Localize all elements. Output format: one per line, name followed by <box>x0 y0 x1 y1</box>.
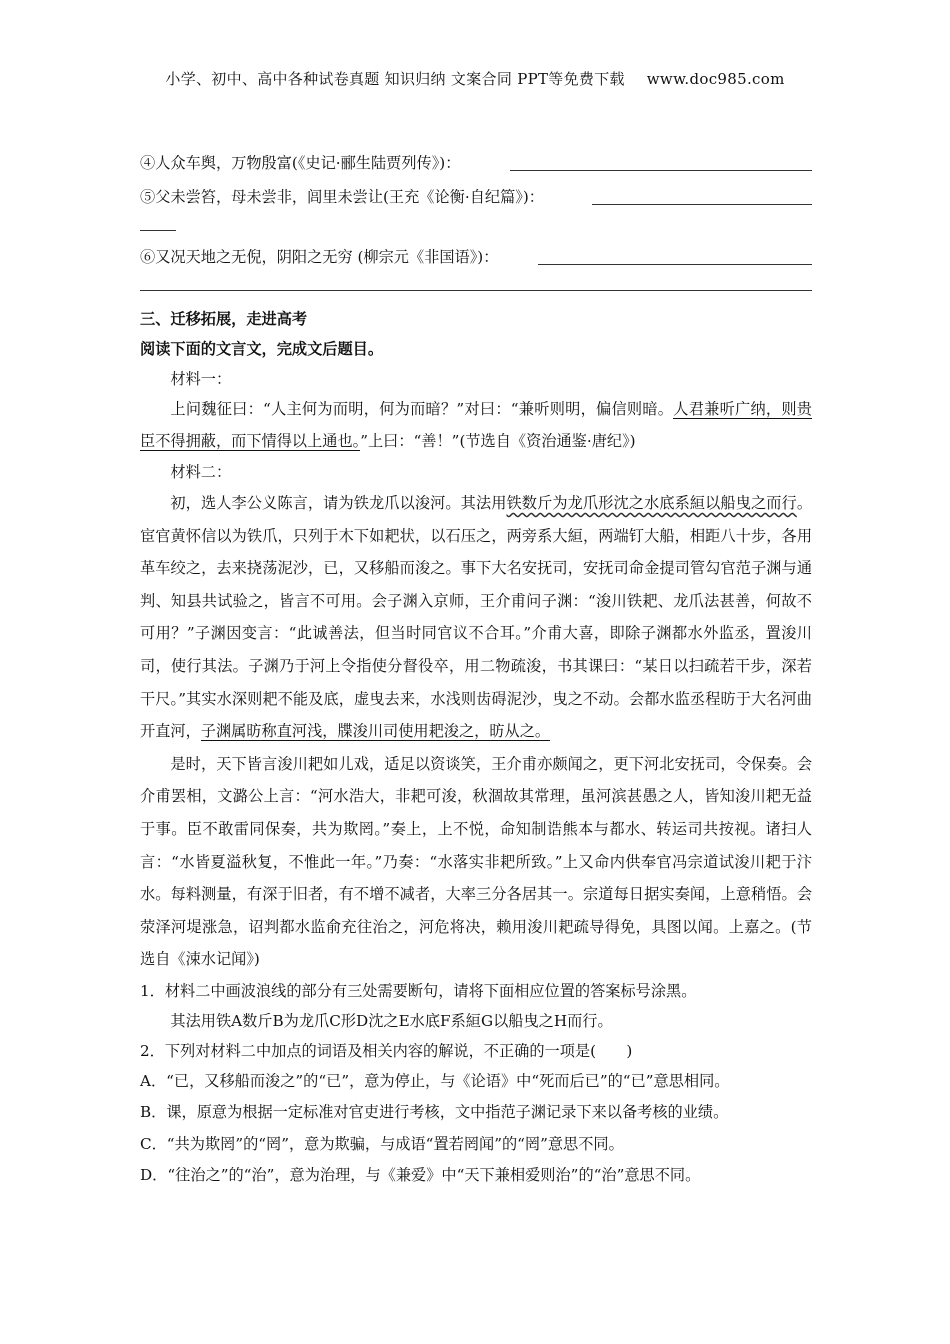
reading-instruction: 阅读下面的文言文，完成文后题目。 <box>140 340 383 358</box>
material-2-underlined: 子渊属昉称直河浅，牒浚川司使用耙浚之，昉从之。 <box>200 722 551 741</box>
prompt-5-text: ⑤父未尝笞，母未尝非，闾里未尝让(王充《论衡·自纪篇》)： <box>140 188 544 206</box>
material-1-label: 材料一： <box>170 370 232 388</box>
material-2-label: 材料二： <box>170 463 232 481</box>
question-2-stem: 2．下列对材料二中加点的词语及相关内容的解说，不正确的一项是( ) <box>140 1041 633 1060</box>
header-url: www.doc985.com <box>646 70 785 88</box>
question-2-option-d[interactable]: D．“往治之”的“治”，意为治理，与《兼爱》中“天下兼相爱则治”的“治”意思不同。 <box>140 1166 701 1185</box>
question-1-stem: 1．材料二中画波浪线的部分有三处需要断句，请将下面相应位置的答案标号涂黑。 <box>140 981 697 1000</box>
question-2-option-c[interactable]: C．“共为欺罔”的“罔”，意为欺骗，与成语“置若罔闻”的“罔”意思不同。 <box>140 1134 624 1153</box>
header-title: 小学、初中、高中各种试卷真题 知识归纳 文案合同 PPT等免费下载 <box>165 70 625 88</box>
material-1-underlined: 人君兼听广纳，则贵臣不得拥蔽，而下情得以上通也。 <box>140 400 812 450</box>
material-1-part-a: 上问魏征曰：“人主何为而明，何为而暗？”对曰：“兼听则明，偏信则暗。 <box>170 400 674 418</box>
prompt-6-text: ⑥又况天地之无倪，阴阳之无穷 (柳宗元《非国语》)： <box>140 248 499 266</box>
question-1-options: 其法用铁A数斤B为龙爪C形D沈之E水底F系絙G以船曳之H而行。 <box>170 1011 613 1030</box>
answer-line-5a[interactable] <box>592 204 812 205</box>
material-2-wavy: 铁数斤为龙爪形沈之水底系絙以船曳之而行 <box>506 494 797 512</box>
prompt-6-cont <box>140 272 812 298</box>
section-3-heading: 三、迁移拓展，走进高考 <box>140 310 308 328</box>
material-2-para-2: 是时，天下皆言浚川耙如儿戏，适足以资谈笑，王介甫亦颇闻之，更下河北安抚司，令保奏。会介甫罢相，文潞公上言：“河水浩大，非耙可浚，秋涸故其常理，虽河滨甚愚之人，皆知浚川耙无益于事。臣不敢雷同保奏，共为欺罔。”奏上，上不悦，命知制诰熊本与都水、转运司共按视。诸扫人言：“水皆夏溢秋复，不惟此一年。”乃奏：“水落实非耙所致。”上又命内供奉官冯宗道试浚川耙于汴水。每料测量，有深于旧者，有不增不减者，大率三分各居其一。宗道每日据实奏闻，上意稍悟。会荥泽河堤涨急，诏判都水监俞充往治之，河危将决，赖用浚川耙疏导得免，具图以闻。上嘉之。(节选自《涑水记闻》) <box>140 754 812 969</box>
material-2-para-1 <box>140 487 812 748</box>
material-1-part-b: ”上曰：“善！”(节选自《资治通鉴·唐纪》) <box>360 431 636 450</box>
prompt-4-text: ④人众车舆，万物殷富(《史记·郦生陆贾列传》)： <box>140 154 461 172</box>
answer-line-4[interactable] <box>510 170 812 171</box>
question-2-option-a[interactable]: A．“已，又移船而浚之”的“已”，意为停止，与《论语》中“死而后已”的“已”意思相同。 <box>140 1071 730 1090</box>
main-content <box>140 148 812 1192</box>
answer-line-5b[interactable] <box>140 230 176 231</box>
answer-line-6a[interactable] <box>538 264 812 265</box>
material-1-text <box>140 394 812 457</box>
material-2-part-2: 。宦官黄怀信以为铁爪，只列于木下如耙状，以石压之，两旁系大絙，两端钉大船，相距八十步，各用革车绞之，去来挠荡泥沙，已，又移船而浚之。事下大名安抚司，安抚司命金提司管勾官范子渊与通判、知县共试验之，皆言不可用。会子渊入京师，王介甫问子渊：“浚川铁耙、龙爪法甚善，何故不可用？”子渊因变言：“此诚善法，但当时同官议不合耳。”介甫大喜，即除子渊都水外监丞，置浚川司，使行其法。子渊乃于河上令指使分督役卒，用二物疏浚，书其课曰：“某日以扫疏若干步，深若干尺。”其实水深则耙不能及底，虚曳去来，水浅则齿碍泥沙，曳之不动。会都水监丞程昉于大名河曲开直河， <box>140 494 813 741</box>
question-2-option-b[interactable]: B．课，原意为根据一定标准对官吏进行考核，文中指范子渊记录下来以备考核的业绩。 <box>140 1103 729 1122</box>
page-header <box>0 68 950 89</box>
prompt-5 <box>140 182 812 212</box>
answer-line-6b[interactable] <box>140 290 812 291</box>
prompt-6 <box>140 242 812 272</box>
material-2-part-1: 初，选人李公义陈言，请为铁龙爪以浚河。其法用 <box>170 494 507 512</box>
prompt-4 <box>140 148 812 178</box>
prompt-5-cont <box>140 212 812 242</box>
